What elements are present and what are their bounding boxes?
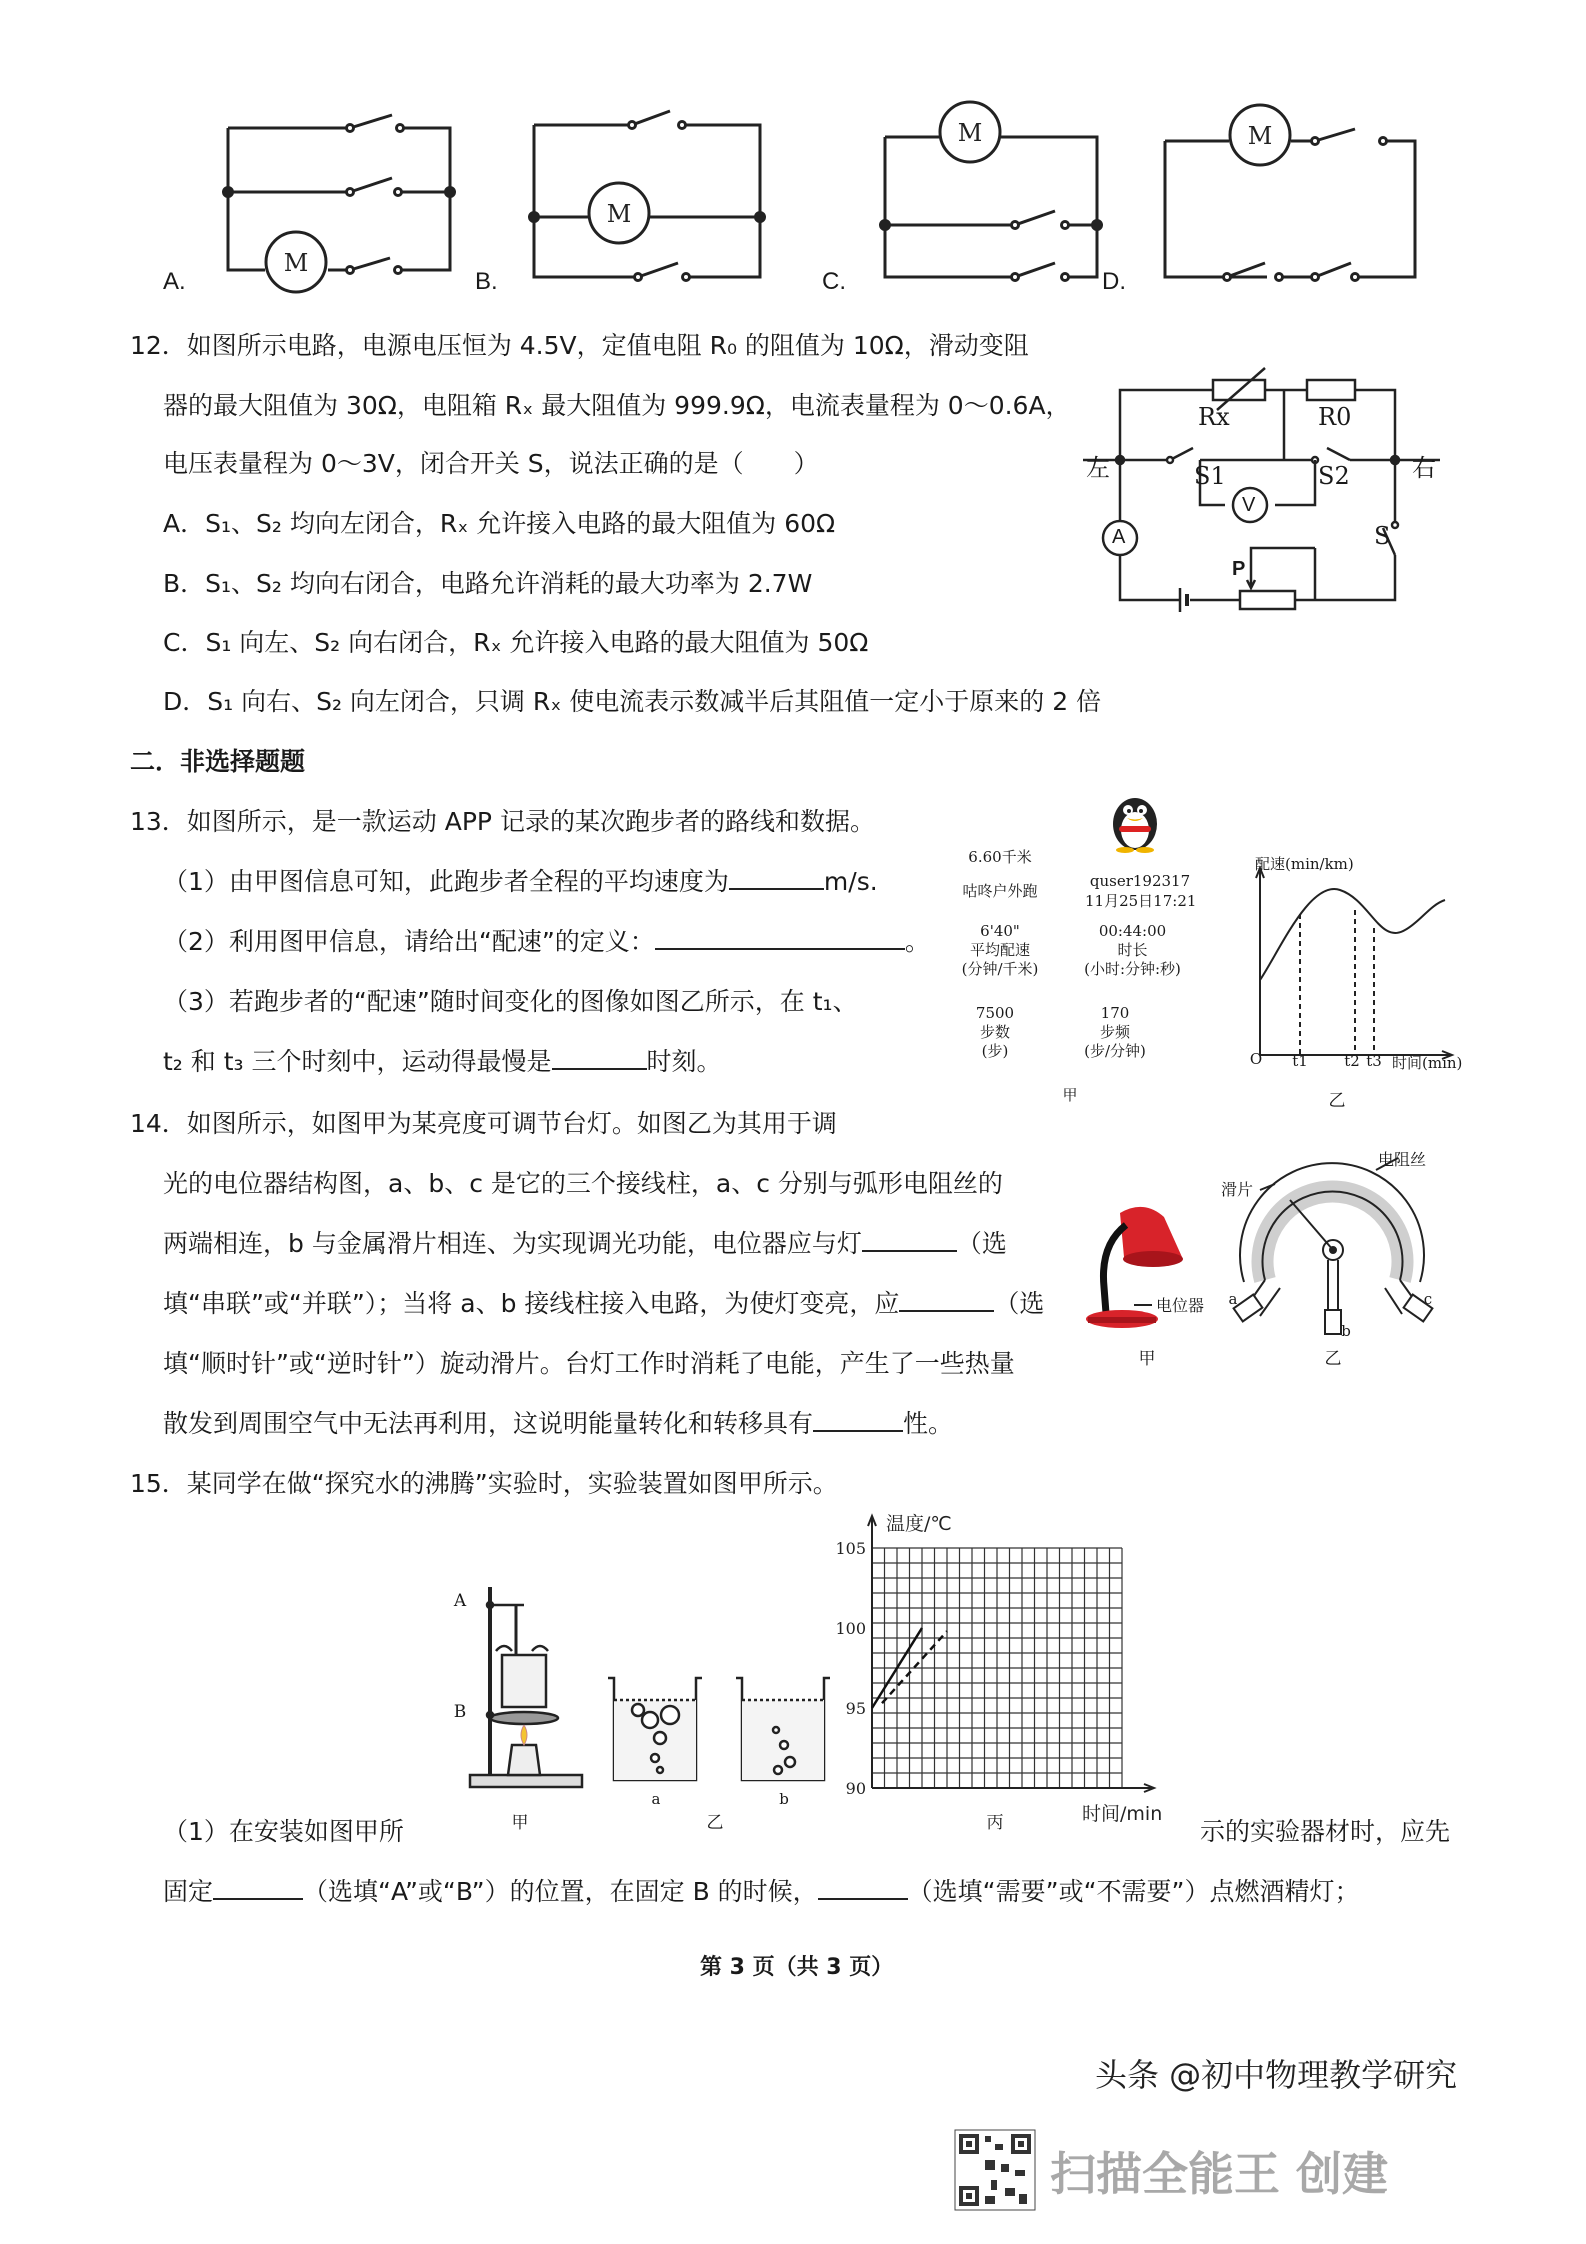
svg-text:M: M — [606, 200, 632, 228]
pace-graph-t3: t3 — [1366, 1052, 1382, 1070]
app-pace-label: 平均配速 — [969, 941, 1030, 959]
app-distance: 6.60千米 — [968, 848, 1032, 866]
pace-graph-ylabel: 配速(min/km) — [1255, 855, 1354, 873]
apparatus-label-a: A — [453, 1591, 467, 1611]
pace-graph-xlabel: 时间(min) — [1392, 1054, 1463, 1072]
app-date: 11月25日17:21 — [1085, 892, 1197, 910]
app-steps-value: 7500 — [975, 1004, 1015, 1022]
q14-line6: 散发到周围空气中无法再利用，这说明能量转化和转移具有 性。 — [163, 1406, 953, 1442]
pot-terminal-a: a — [1228, 1290, 1238, 1308]
q13-part3-line2: t₂ 和 t₃ 三个时刻中，运动得最慢是 时刻。 — [163, 1044, 722, 1080]
temp-chart-caption: 丙 — [986, 1813, 1004, 1833]
pace-graph-caption: 乙 — [1328, 1091, 1346, 1111]
q12-option-c: C．S₁ 向左、S₂ 向右闭合，Rₓ 允许接入电路的最大阻值为 50Ω — [163, 628, 869, 657]
q12-label-s2: S2 — [1318, 462, 1350, 490]
app-cadence-label: 步频 — [1099, 1023, 1130, 1041]
penguin-avatar-icon — [1105, 790, 1165, 852]
q11-option-c: C. — [822, 268, 846, 295]
q14-line2: 光的电位器结构图，a、b、c 是它的三个接线柱，a、c 分别与弧形电阻丝的 — [163, 1169, 1003, 1198]
q15-apparatus — [460, 1575, 590, 1795]
app-cadence-value: 170 — [1100, 1004, 1130, 1022]
scanner-watermark: 扫描全能王 创建 — [1050, 2147, 1389, 2201]
q12-stem-line3: 电压表量程为 0～3V，闭合开关 S，说法正确的是（ ） — [163, 449, 819, 478]
svg-text:M: M — [957, 119, 983, 147]
app-route-name: 咕咚户外跑 — [962, 882, 1038, 900]
q15-stem: 15．某同学在做“探究水的沸腾”实验时，实验装置如图甲所示。 — [130, 1469, 838, 1498]
beaker-b-label: b — [779, 1790, 789, 1808]
lamp-potentiometer-label: 电位器 — [1155, 1296, 1204, 1315]
q12-label-p: P — [1232, 558, 1246, 580]
q12-label-right: 右 — [1412, 455, 1436, 482]
q13-blank-2[interactable] — [655, 924, 905, 950]
q15-part1-start: （1）在安装如图甲所 — [163, 1817, 404, 1846]
q12-label-s: S — [1374, 522, 1391, 550]
q12-label-left: 左 — [1086, 455, 1110, 482]
q12-label-rx: Rx — [1198, 403, 1230, 431]
q13-part2: （2）利用图甲信息，请给出“配速”的定义： 。 — [163, 924, 930, 960]
q14-blank-1[interactable] — [862, 1226, 957, 1252]
y-tick-label: 100 — [835, 1619, 866, 1638]
q12-option-d: D．S₁ 向右、S₂ 向左闭合，只调 Rₓ 使电流表示数减半后其阻值一定小于原来的 2 倍 — [163, 687, 1102, 716]
app-cadence-unit: (步/分钟) — [1084, 1042, 1146, 1060]
q11-circuit-d — [1155, 105, 1435, 290]
q13-part1: （1）由甲图信息可知，此跑步者全程的平均速度为 m/s. — [163, 864, 878, 900]
qr-code-icon — [955, 2130, 1035, 2210]
q13-blank-1[interactable] — [729, 864, 824, 890]
app-time-value: 00:44:00 — [1098, 922, 1167, 940]
page-number: 第 3 页（共 3 页） — [700, 1955, 894, 1980]
lamp-caption: 甲 — [1138, 1349, 1156, 1369]
app-username: quser192317 — [1089, 872, 1191, 890]
app-pace-value: 6'40" — [980, 922, 1020, 940]
q11-option-d: D. — [1102, 268, 1126, 295]
q14-blank-3[interactable] — [813, 1406, 903, 1432]
q15-blank-1[interactable] — [213, 1874, 303, 1900]
app-figure-caption: 甲 — [1062, 1086, 1078, 1104]
pot-caption: 乙 — [1324, 1349, 1342, 1369]
q11-option-a: A. — [163, 268, 186, 295]
app-steps-label: 步数 — [979, 1023, 1010, 1041]
app-time-unit: (小时:分钟:秒) — [1084, 960, 1181, 978]
q12-circuit-figure — [1075, 360, 1445, 630]
app-pace-unit: (分钟/千米) — [961, 960, 1039, 978]
pace-graph-origin: O — [1249, 1050, 1263, 1068]
y-axis-label: 温度/℃ — [886, 1513, 952, 1535]
y-tick-label: 90 — [845, 1779, 866, 1798]
q12-stem-line1: 12．如图所示电路，电源电压恒为 4.5V，定值电阻 R₀ 的阻值为 10Ω，滑动变阻 — [130, 331, 1029, 360]
apparatus-caption: 甲 — [511, 1813, 529, 1833]
app-steps-unit: (步) — [981, 1042, 1009, 1060]
pace-graph-t1: t1 — [1292, 1052, 1308, 1070]
section-2-heading: 二．非选择题题 — [130, 747, 306, 776]
q14-line5: 填“顺时针”或“逆时针”）旋动滑片。台灯工作时消耗了电能，产生了一些热量 — [163, 1349, 1015, 1378]
y-axis — [868, 1516, 876, 1788]
q15-blank-2[interactable] — [818, 1874, 908, 1900]
app-time-label: 时长 — [1117, 941, 1148, 959]
y-tick-label: 105 — [835, 1539, 866, 1558]
pot-terminal-b: b — [1341, 1322, 1351, 1340]
q14-line1: 14．如图所示，如图甲为某亮度可调节台灯。如图乙为其用于调 — [130, 1109, 837, 1138]
x-axis-label: 时间/min — [1082, 1803, 1163, 1825]
pot-terminal-c: c — [1423, 1290, 1433, 1308]
q13-part3-line1: （3）若跑步者的“配速”随时间变化的图像如图乙所示，在 t₁、 — [163, 987, 858, 1016]
source-credit: 头条 @初中物理教学研究 — [1095, 2056, 1458, 2094]
q12-option-b: B．S₁、S₂ 均向右闭合，电路允许消耗的最大功率为 2.7W — [163, 569, 813, 598]
q12-label-s1: S1 — [1194, 462, 1226, 490]
q14-blank-2[interactable] — [899, 1286, 994, 1312]
pot-slider-label: 滑片 — [1220, 1180, 1253, 1199]
apparatus-label-b: B — [453, 1702, 467, 1722]
q13-app-figure — [955, 790, 1225, 1110]
q14-line3: 两端相连，b 与金属滑片相连、为实现调光功能，电位器应与灯 （选 — [163, 1226, 1007, 1262]
svg-text:M: M — [1247, 122, 1273, 150]
x-axis — [872, 1784, 1154, 1792]
beakers-caption: 乙 — [706, 1813, 724, 1833]
q15-beaker-b — [728, 1670, 838, 1790]
svg-text:M: M — [283, 249, 309, 277]
beaker-a-label: a — [651, 1790, 661, 1808]
q11-option-b: B. — [475, 268, 498, 295]
pace-graph-t2: t2 — [1344, 1052, 1360, 1070]
q15-temperature-chart — [830, 1510, 1163, 1830]
q15-part1-end: 示的实验器材时，应先 — [1200, 1817, 1451, 1846]
q15-beaker-a — [600, 1670, 710, 1790]
q12-label-voltmeter: V — [1242, 494, 1256, 516]
q12-label-r0: R0 — [1318, 403, 1352, 431]
q13-stem: 13．如图所示，是一款运动 APP 记录的某次跑步者的路线和数据。 — [130, 807, 875, 836]
q15-part1-line2: 固定 （选填“A”或“B”）的位置，在固定 B 的时候， （选填“需要”或“不需要”）点燃酒精灯； — [163, 1874, 1359, 1910]
q12-stem-line2: 器的最大阻值为 30Ω，电阻箱 Rₓ 最大阻值为 999.9Ω，电流表量程为 0～0.6A， — [163, 391, 1071, 420]
q14-line4: 填“串联”或“并联”）；当将 a、b 接线柱接入电路，为使灯变亮，应 （选 — [163, 1286, 1044, 1322]
q12-label-ammeter: A — [1112, 526, 1126, 548]
q12-option-a: A．S₁、S₂ 均向左闭合，Rₓ 允许接入电路的最大阻值为 60Ω — [163, 509, 836, 538]
q13-blank-3[interactable] — [552, 1044, 647, 1070]
q11-circuit-b — [520, 105, 780, 290]
y-tick-label: 95 — [845, 1699, 866, 1718]
q11-circuit-a — [220, 110, 480, 290]
q11-circuit-c — [875, 105, 1115, 290]
pot-wire-label: 电阻丝 — [1377, 1150, 1426, 1169]
